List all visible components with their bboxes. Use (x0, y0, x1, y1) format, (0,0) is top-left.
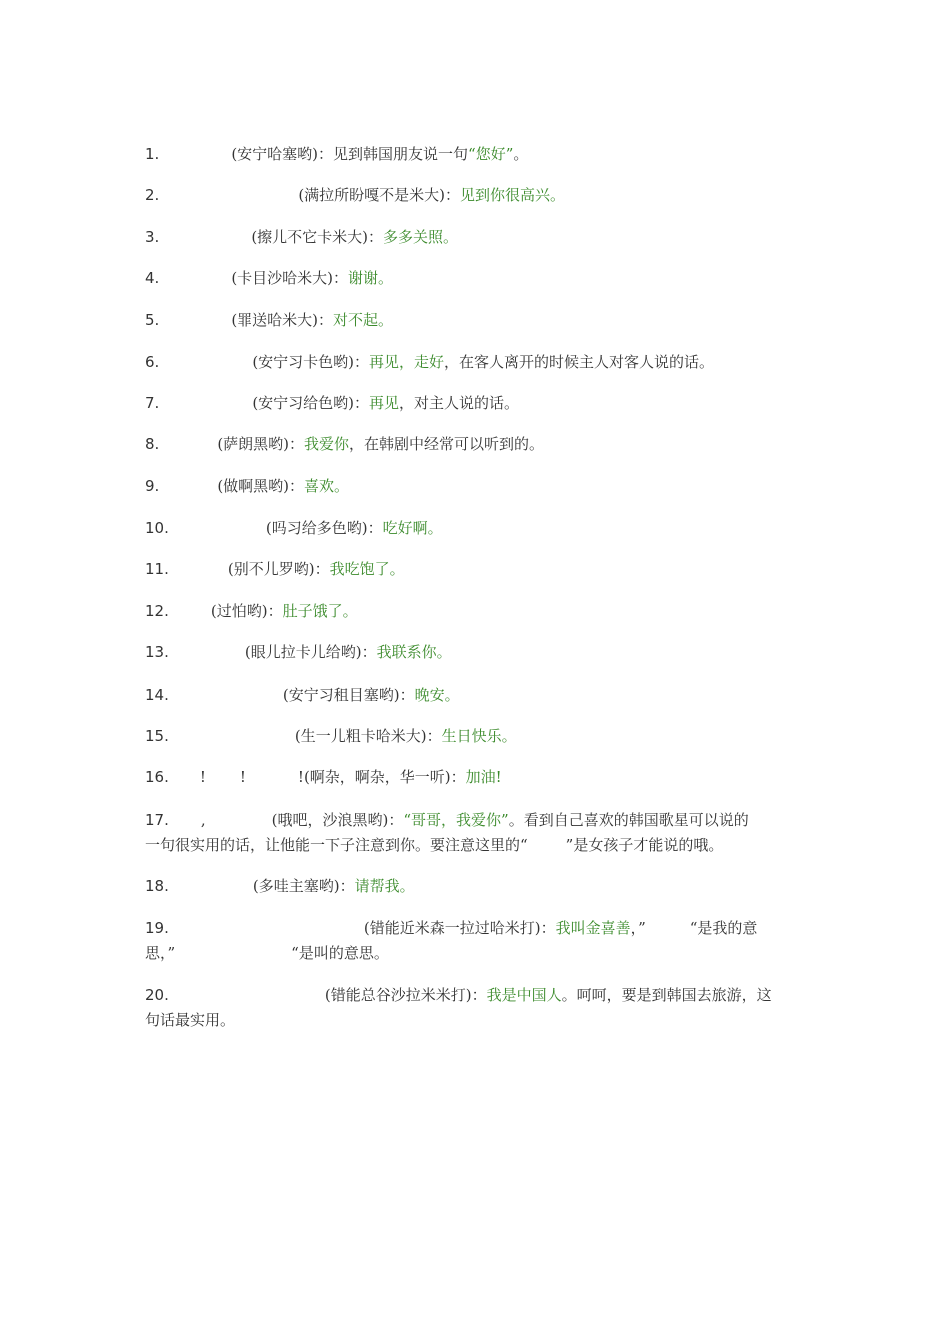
item-note: 。 (513, 145, 529, 163)
item-translation: 再见，走好 (369, 353, 445, 371)
list-item (145, 432, 807, 457)
item-text: (萨朗黑哟)： (217, 435, 305, 453)
item-number: 6. (145, 353, 160, 371)
item-punct: ! (239, 768, 246, 786)
item-number: 18. (145, 877, 169, 895)
item-translation: 吃好啊。 (382, 519, 443, 537)
item-translation: 喜欢。 (304, 477, 350, 495)
item-note: ，在韩剧中经常可以听到的。 (349, 435, 545, 453)
item-translation: 对不起。 (333, 311, 394, 329)
item-text: (卡目沙哈米大)： (231, 269, 349, 287)
item-translation: 见到你很高兴。 (460, 186, 566, 204)
item-note-line2: 思，” (145, 944, 176, 962)
list-item (145, 557, 807, 582)
item-text: (安宁哈塞哟)：见到韩国朋友说一句 (231, 145, 469, 163)
item-text: (满拉所盼嘎不是米大)： (298, 186, 461, 204)
item-translation: 晚安。 (414, 686, 460, 704)
item-translation: 再见 (369, 394, 400, 412)
list-item (145, 808, 807, 858)
item-number: 4. (145, 269, 160, 287)
list-item (145, 474, 807, 499)
item-text: (过怕哟)： (210, 602, 283, 620)
item-text: (多哇主塞哟)： (252, 877, 355, 895)
item-number: 12. (145, 602, 169, 620)
item-number: 20. (145, 986, 169, 1004)
item-text: (做啊黑哟)： (217, 477, 305, 495)
item-punct: ! (199, 768, 206, 786)
list-item (145, 599, 807, 624)
list-item (145, 516, 807, 541)
item-number: 10. (145, 519, 169, 537)
item-translation: 肚子饿了。 (282, 602, 358, 620)
item-number: 13. (145, 643, 169, 661)
list-item (145, 683, 807, 708)
item-number: 11. (145, 560, 169, 578)
item-number: 15. (145, 727, 169, 745)
item-number: 9. (145, 477, 160, 495)
item-text: (眼儿拉卡儿给哟)： (244, 643, 377, 661)
item-number: 14. (145, 686, 169, 704)
item-translation: “哥哥，我爱你” (403, 811, 509, 829)
list-item (145, 983, 807, 1033)
item-text: (罪送哈米大)： (231, 311, 334, 329)
item-note-line2: 句话最实用。 (145, 1011, 236, 1029)
list-item (145, 874, 807, 899)
item-note-b: “是我的意 (689, 919, 758, 937)
list-item (145, 225, 807, 250)
item-note: 。看到自己喜欢的韩国歌星可以说的 (508, 811, 749, 829)
item-text: (安宁习卡色哟)： (252, 353, 370, 371)
item-text: (哦吧，沙浪黑哟)： (271, 811, 404, 829)
item-text: (安宁习给色哟)： (252, 394, 370, 412)
list-item (145, 640, 807, 665)
item-text: (别不儿罗哟)： (227, 560, 330, 578)
item-translation: 请帮我。 (354, 877, 415, 895)
item-text: (安宁习租目塞哟)： (282, 686, 415, 704)
list-item (145, 350, 807, 375)
item-number: 3. (145, 228, 160, 246)
list-item (145, 266, 807, 291)
item-text: (错能总谷沙拉米米打)： (324, 986, 487, 1004)
list-item (145, 308, 807, 333)
item-translation: 谢谢。 (348, 269, 394, 287)
item-translation: 我吃饱了。 (329, 560, 405, 578)
item-number: 2. (145, 186, 160, 204)
item-text: (错能近米森一拉过哈米打)： (363, 919, 556, 937)
item-number: 16. (145, 768, 169, 786)
item-note: ，” (630, 919, 646, 937)
item-number: 8. (145, 435, 160, 453)
item-translation: 我爱你 (304, 435, 350, 453)
item-note-line2b: “是叫的意思。 (291, 944, 389, 962)
item-translation: 我联系你。 (376, 643, 452, 661)
list-item (145, 391, 807, 416)
item-note: ，在客人离开的时候主人对客人说的话。 (444, 353, 715, 371)
item-translation: “您好” (468, 145, 514, 163)
item-text: (生一儿粗卡哈米大)： (294, 727, 442, 745)
item-note-line2b: ”是女孩子才能说的哦。 (565, 836, 724, 854)
item-translation: 我叫金喜善 (555, 919, 631, 937)
item-note: ，对主人说的话。 (399, 394, 520, 412)
item-translation: 我是中国人 (486, 986, 562, 1004)
list-item (145, 916, 807, 966)
list-item (145, 765, 807, 790)
item-text: (擦儿不它卡米大)： (251, 228, 384, 246)
item-note-line2: 一句很实用的话，让他能一下子注意到你。要注意这里的“ (145, 836, 528, 854)
item-text: !(啊杂，啊杂，华一听)： (297, 768, 466, 786)
item-translation: 生日快乐。 (441, 727, 517, 745)
item-translation: 加油! (465, 768, 502, 786)
list-item (145, 724, 807, 749)
item-number: 5. (145, 311, 160, 329)
item-number: 19. (145, 919, 169, 937)
item-note: 。呵呵，要是到韩国去旅游，这 (561, 986, 772, 1004)
item-translation: 多多关照。 (383, 228, 459, 246)
list-item (145, 183, 807, 208)
item-text: (吗习给多色哟)： (265, 519, 383, 537)
list-item (145, 142, 807, 167)
item-punct: , (200, 811, 206, 829)
item-number: 7. (145, 394, 160, 412)
item-number: 17. (145, 811, 169, 829)
item-number: 1. (145, 145, 160, 163)
